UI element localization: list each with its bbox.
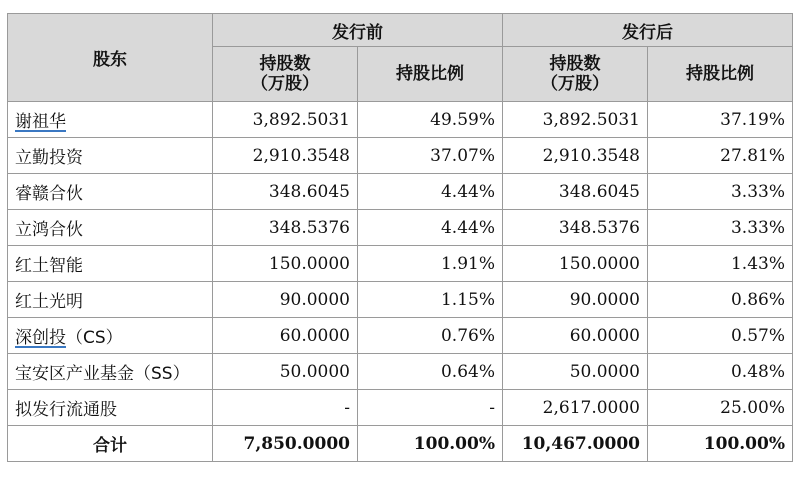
after-ratio-cell: 37.19%: [648, 102, 793, 138]
after-ratio-cell: 0.48%: [648, 354, 793, 390]
holder-link[interactable]: 谢祖华: [15, 112, 66, 132]
before-ratio-cell: 4.44%: [358, 174, 503, 210]
table-footer: [8, 426, 793, 462]
before-shares-cell: 348.6045: [213, 174, 358, 210]
holder-name-suffix: （CS）: [66, 328, 123, 348]
after-shares-cell: 90.0000: [503, 282, 648, 318]
header-shares-label: 持股数: [549, 54, 601, 74]
holder-name-cell: 红土智能: [8, 246, 213, 282]
table-row: [8, 318, 793, 354]
total-after-ratio: 100.00%: [648, 426, 793, 462]
before-ratio-cell: 49.59%: [358, 102, 503, 138]
after-shares-cell: 60.0000: [503, 318, 648, 354]
holder-name-cell: 立勤投资: [8, 138, 213, 174]
after-ratio-cell: 3.33%: [648, 174, 793, 210]
table-body: [8, 102, 793, 426]
holder-name-cell: 宝安区产业基金（SS）: [8, 354, 213, 390]
shareholding-table: [7, 13, 793, 462]
header-shares-label: 持股数: [259, 54, 311, 74]
before-shares-cell: 3,892.5031: [213, 102, 358, 138]
header-shares-unit: （万股）: [251, 74, 319, 94]
table-row: [8, 354, 793, 390]
before-shares-cell: 150.0000: [213, 246, 358, 282]
after-shares-cell: 50.0000: [503, 354, 648, 390]
after-shares-cell: 2,910.3548: [503, 138, 648, 174]
before-ratio-cell: -: [358, 390, 503, 426]
after-shares-cell: 348.6045: [503, 174, 648, 210]
after-ratio-cell: 0.57%: [648, 318, 793, 354]
holder-name-cell: [8, 318, 213, 354]
holder-link[interactable]: 深创投: [15, 328, 66, 348]
table-header: [8, 14, 793, 102]
after-ratio-cell: 0.86%: [648, 282, 793, 318]
table-row: [8, 210, 793, 246]
before-ratio-cell: 37.07%: [358, 138, 503, 174]
holder-name-cell: 睿赣合伙: [8, 174, 213, 210]
after-ratio-cell: 3.33%: [648, 210, 793, 246]
header-before-ratio: 持股比例: [358, 47, 503, 102]
total-after-shares: 10,467.0000: [503, 426, 648, 462]
before-ratio-cell: 0.76%: [358, 318, 503, 354]
holder-name-cell: 拟发行流通股: [8, 390, 213, 426]
after-ratio-cell: 25.00%: [648, 390, 793, 426]
before-shares-cell: 60.0000: [213, 318, 358, 354]
total-before-shares: 7,850.0000: [213, 426, 358, 462]
before-shares-cell: 90.0000: [213, 282, 358, 318]
table-row: [8, 138, 793, 174]
header-shares-unit: （万股）: [541, 74, 609, 94]
before-ratio-cell: 0.64%: [358, 354, 503, 390]
before-ratio-cell: 1.91%: [358, 246, 503, 282]
header-before-issuance: 发行前: [213, 14, 503, 47]
table-row: [8, 246, 793, 282]
total-row: [8, 426, 793, 462]
table-row: [8, 174, 793, 210]
header-after-ratio: 持股比例: [648, 47, 793, 102]
before-shares-cell: 348.5376: [213, 210, 358, 246]
table-row: [8, 102, 793, 138]
header-holder: 股东: [8, 14, 213, 102]
before-shares-cell: 50.0000: [213, 354, 358, 390]
after-shares-cell: 3,892.5031: [503, 102, 648, 138]
holder-name-cell: 红土光明: [8, 282, 213, 318]
after-shares-cell: 2,617.0000: [503, 390, 648, 426]
before-ratio-cell: 4.44%: [358, 210, 503, 246]
header-after-shares: [503, 47, 648, 102]
total-before-ratio: 100.00%: [358, 426, 503, 462]
table-row: [8, 390, 793, 426]
header-before-shares: [213, 47, 358, 102]
holder-name-cell: [8, 102, 213, 138]
table-row: [8, 282, 793, 318]
before-shares-cell: 2,910.3548: [213, 138, 358, 174]
header-after-issuance: 发行后: [503, 14, 793, 47]
after-ratio-cell: 1.43%: [648, 246, 793, 282]
before-ratio-cell: 1.15%: [358, 282, 503, 318]
before-shares-cell: -: [213, 390, 358, 426]
after-shares-cell: 348.5376: [503, 210, 648, 246]
after-shares-cell: 150.0000: [503, 246, 648, 282]
holder-name-cell: 立鸿合伙: [8, 210, 213, 246]
total-label: 合计: [8, 426, 213, 462]
after-ratio-cell: 27.81%: [648, 138, 793, 174]
